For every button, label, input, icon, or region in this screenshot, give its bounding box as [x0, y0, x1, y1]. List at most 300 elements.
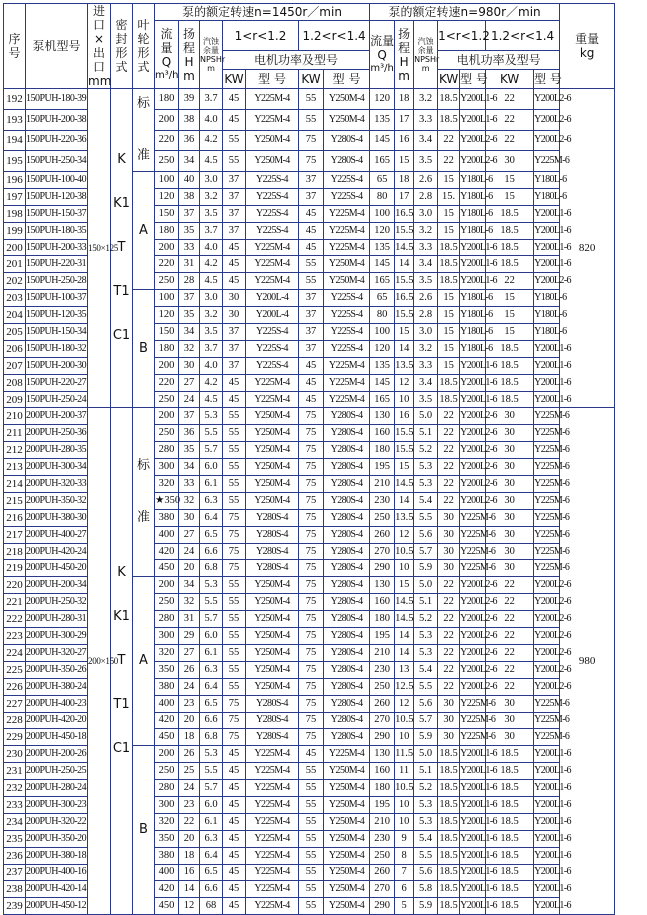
cell-flow: 80: [370, 188, 395, 205]
cell-type1: Y225M-4: [246, 239, 299, 256]
cell-kw1: 22: [438, 661, 460, 678]
cell-type1: Y200L1-6: [460, 391, 486, 408]
cell-npsh: 6.8: [200, 729, 223, 746]
cell-type2: Y280S-4: [324, 661, 370, 678]
cell-kw1: 18.5: [438, 273, 460, 290]
cell-type1: Y225S-4: [246, 222, 299, 239]
cell-type2: Y225M-6: [534, 408, 560, 425]
cell-kw1: 15: [438, 172, 460, 189]
cell-type1: Y225M-4: [246, 813, 299, 830]
row-model: 150PUH-120-38: [26, 188, 88, 205]
cell-kw2: 37: [299, 188, 324, 205]
cell-npsh: 5.7: [200, 611, 223, 628]
cell-type1: Y225M-6: [460, 729, 486, 746]
cell-head: 10: [395, 391, 414, 408]
cell-flow: 270: [370, 712, 395, 729]
cell-kw2: 30: [486, 526, 534, 543]
header-inout: 进口 × 出口 mm: [88, 4, 112, 88]
cell-npsh: 6.0: [200, 459, 223, 476]
cell-kw1: 22: [438, 678, 460, 695]
cell-kw2: 18.5: [486, 864, 534, 881]
cell-kw2: 75: [299, 628, 324, 645]
row-seq: 197: [4, 188, 26, 205]
cell-head: 9: [395, 830, 414, 847]
cell-type2: Y200L1-6: [534, 847, 560, 864]
cell-npsh: 4.5: [200, 391, 223, 408]
cell-kw1: 37: [223, 324, 246, 341]
row-model: 200PUH-320-33: [26, 476, 88, 493]
cell-flow: 135: [370, 239, 395, 256]
cell-type1: Y200L1-6: [460, 780, 486, 797]
cell-type1: Y200L2-6: [460, 408, 486, 425]
cell-flow: 250: [155, 151, 179, 172]
cell-kw1: 55: [223, 151, 246, 172]
cell-flow: 270: [370, 881, 395, 898]
cell-type2: Y225S-4: [324, 172, 370, 189]
cell-type1: Y250M-4: [246, 594, 299, 611]
cell-type2: Y280S-4: [324, 492, 370, 509]
cell-npsh: 5.0: [414, 408, 438, 425]
cell-npsh: 3.0: [414, 324, 438, 341]
cell-kw2: 18.5: [486, 340, 534, 357]
row-seq: 214: [4, 476, 26, 493]
cell-kw1: 15: [438, 222, 460, 239]
cell-npsh: 5.5: [200, 425, 223, 442]
cell-kw2: 30: [486, 509, 534, 526]
cell-type2: Y200L2-6: [534, 130, 560, 151]
row-model: 200PUH-380-30: [26, 509, 88, 526]
cell-type2: Y280S-4: [324, 729, 370, 746]
row-model: 200PUH-420-20: [26, 712, 88, 729]
row-seq: 205: [4, 324, 26, 341]
cell-flow: 380: [155, 847, 179, 864]
row-model: 150PUH-120-35: [26, 307, 88, 324]
row-model: 200PUH-300-23: [26, 796, 88, 813]
cell-type1: Y250M-4: [246, 459, 299, 476]
cell-kw1: 15: [438, 307, 460, 324]
cell-npsh: 5.3: [414, 796, 438, 813]
cell-npsh: 6.0: [200, 628, 223, 645]
cell-npsh: 6.1: [200, 813, 223, 830]
cell-head: 13: [395, 661, 414, 678]
cell-npsh: 5.9: [414, 560, 438, 577]
cell-kw2: 55: [299, 273, 324, 290]
cell-type2: Y225S-4: [324, 307, 370, 324]
cell-head: 12.5: [395, 678, 414, 695]
cell-head: 32: [179, 594, 200, 611]
cell-type2: Y200L1-6: [534, 340, 560, 357]
cell-kw1: 45: [223, 847, 246, 864]
cell-flow: 250: [155, 425, 179, 442]
row-seq: 220: [4, 577, 26, 594]
cell-type2: Y180L-6: [534, 307, 560, 324]
cell-npsh: 3.0: [414, 205, 438, 222]
cell-type1: Y200L-4: [246, 307, 299, 324]
cell-type2: Y280S-4: [324, 509, 370, 526]
row-model: 200PUH-200-37: [26, 408, 88, 425]
cell-type1: Y225M-4: [246, 256, 299, 273]
cell-head: 31: [179, 611, 200, 628]
cell-flow: 180: [370, 780, 395, 797]
cell-kw1: 22: [438, 644, 460, 661]
cell-head: 34: [179, 151, 200, 172]
cell-type1: Y180L-6: [460, 205, 486, 222]
cell-type1: Y225M-4: [246, 109, 299, 130]
cell-head: 24: [179, 780, 200, 797]
cell-npsh: 5.5: [414, 509, 438, 526]
cell-flow: 165: [370, 391, 395, 408]
cell-kw1: 45: [223, 763, 246, 780]
cell-kw1: 15: [438, 324, 460, 341]
cell-type2: Y200L1-6: [534, 864, 560, 881]
cell-type1: Y200L1-6: [460, 763, 486, 780]
cell-npsh: 5.3: [200, 408, 223, 425]
cell-flow: 80: [370, 307, 395, 324]
cell-npsh: 3.5: [414, 151, 438, 172]
cell-npsh: 5.3: [414, 644, 438, 661]
cell-type2: Y280S-4: [324, 543, 370, 560]
impeller-type: A: [133, 577, 155, 746]
cell-kw1: 55: [223, 459, 246, 476]
cell-head: 34: [179, 324, 200, 341]
cell-kw1: 18.5: [438, 109, 460, 130]
cell-kw1: 18.5: [438, 898, 460, 915]
cell-flow: 210: [370, 476, 395, 493]
header-npsh-1450: 汽蚀 余量 NPSHr m: [200, 21, 223, 89]
cell-kw1: 22: [438, 151, 460, 172]
row-model: 200PUH-400-16: [26, 864, 88, 881]
cell-kw1: 15: [438, 357, 460, 374]
row-model: 200PUH-280-24: [26, 780, 88, 797]
cell-head: 10.5: [395, 712, 414, 729]
cell-head: 17: [395, 188, 414, 205]
header-seal: 密 封 形 式: [111, 4, 133, 89]
cell-head: 22: [179, 813, 200, 830]
cell-type2: Y280S-4: [324, 442, 370, 459]
cell-kw2: 22: [486, 577, 534, 594]
cell-flow: 380: [155, 678, 179, 695]
cell-kw1: 45: [223, 780, 246, 797]
header-seq: 序号: [4, 4, 26, 89]
cell-flow: 250: [370, 509, 395, 526]
cell-npsh: 5.3: [200, 746, 223, 763]
row-model: 150PUH-100-40: [26, 172, 88, 189]
row-model: 150PUH-100-37: [26, 290, 88, 307]
cell-kw2: 75: [299, 712, 324, 729]
cell-kw1: 30: [438, 712, 460, 729]
cell-kw2: 55: [299, 864, 324, 881]
cell-flow: 420: [155, 712, 179, 729]
cell-type1: Y280S-4: [246, 560, 299, 577]
row-model: 150PUH-250-34: [26, 151, 88, 172]
cell-type1: Y200L1-6: [460, 881, 486, 898]
cell-type2: Y225S-4: [324, 324, 370, 341]
cell-kw2: 37: [299, 290, 324, 307]
cell-kw1: 45: [223, 273, 246, 290]
header-type: 型 号: [246, 70, 299, 89]
row-seq: 232: [4, 780, 26, 797]
cell-type1: Y200L2-6: [460, 151, 486, 172]
cell-flow: 300: [155, 459, 179, 476]
cell-npsh: 5.1: [414, 594, 438, 611]
cell-kw1: 18.5: [438, 780, 460, 797]
cell-type2: Y250M-4: [324, 813, 370, 830]
cell-head: 23: [179, 695, 200, 712]
row-model: 150PUH-220-27: [26, 374, 88, 391]
cell-kw2: 18.5: [486, 780, 534, 797]
cell-flow: 120: [155, 307, 179, 324]
cell-npsh: 5.3: [414, 476, 438, 493]
cell-flow: 320: [155, 813, 179, 830]
cell-npsh: 3.5: [200, 205, 223, 222]
cell-type2: Y280S-4: [324, 712, 370, 729]
cell-kw2: 75: [299, 695, 324, 712]
cell-head: 14.5: [395, 476, 414, 493]
row-seq: 219: [4, 560, 26, 577]
row-seq: 208: [4, 374, 26, 391]
cell-head: 18: [179, 729, 200, 746]
cell-npsh: 5.7: [200, 442, 223, 459]
cell-kw1: 18.5: [438, 830, 460, 847]
cell-kw2: 45: [299, 374, 324, 391]
cell-type2: Y280S-4: [324, 560, 370, 577]
row-seq: 213: [4, 459, 26, 476]
row-seq: 196: [4, 172, 26, 189]
cell-type2: Y250M-4: [324, 796, 370, 813]
cell-kw1: 30: [223, 290, 246, 307]
table-row: [4, 89, 645, 110]
group-seal: K K1 T T1 C1: [111, 408, 133, 915]
cell-npsh: 5.6: [414, 695, 438, 712]
header-type: 型 号: [324, 70, 370, 89]
cell-type2: Y200L1-6: [534, 780, 560, 797]
row-model: 200PUH-280-35: [26, 442, 88, 459]
cell-type1: Y180L-6: [460, 324, 486, 341]
cell-type2: Y200L1-6: [534, 391, 560, 408]
cell-kw1: 18.5: [438, 256, 460, 273]
cell-type2: Y200L2-6: [534, 678, 560, 695]
cell-kw2: 75: [299, 459, 324, 476]
cell-type2: Y200L1-6: [534, 357, 560, 374]
group-size: 150×125: [88, 89, 111, 408]
cell-type1: Y200L1-6: [460, 813, 486, 830]
cell-npsh: 3.7: [200, 89, 223, 110]
cell-kw1: 45: [223, 89, 246, 110]
header-group-980: 泵的额定转速n=980r／min: [370, 4, 560, 21]
cell-kw2: 15: [486, 324, 534, 341]
cell-flow: 320: [155, 476, 179, 493]
cell-flow: 180: [370, 611, 395, 628]
cell-flow: 165: [370, 151, 395, 172]
cell-head: 14: [179, 881, 200, 898]
cell-kw2: 75: [299, 130, 324, 151]
cell-type2: Y225M-6: [534, 729, 560, 746]
cell-type2: Y225M-6: [534, 560, 560, 577]
cell-kw1: 45: [223, 746, 246, 763]
cell-head: 37: [179, 290, 200, 307]
cell-head: 14: [395, 340, 414, 357]
cell-type2: Y280S-4: [324, 678, 370, 695]
cell-head: 38: [179, 109, 200, 130]
cell-type2: Y225M-6: [534, 543, 560, 560]
row-seq: 238: [4, 881, 26, 898]
cell-kw1: 45: [223, 830, 246, 847]
cell-head: 24: [179, 678, 200, 695]
cell-head: 15.5: [395, 425, 414, 442]
row-seq: 223: [4, 628, 26, 645]
cell-kw2: 22: [486, 109, 534, 130]
cell-kw2: 75: [299, 729, 324, 746]
cell-flow: 250: [155, 391, 179, 408]
row-model: 200PUH-200-34: [26, 577, 88, 594]
cell-type2: Y280S-4: [324, 408, 370, 425]
cell-flow: 260: [370, 864, 395, 881]
cell-kw2: 15: [486, 188, 534, 205]
cell-type2: Y200L1-6: [534, 239, 560, 256]
cell-kw2: 75: [299, 678, 324, 695]
cell-flow: 450: [155, 560, 179, 577]
cell-npsh: 5.7: [414, 543, 438, 560]
row-seq: 237: [4, 864, 26, 881]
cell-flow: 150: [155, 324, 179, 341]
cell-kw2: 18.5: [486, 898, 534, 915]
cell-type2: Y200L2-6: [534, 611, 560, 628]
cell-head: 11: [395, 763, 414, 780]
cell-kw1: 22: [438, 611, 460, 628]
cell-npsh: 3.4: [414, 374, 438, 391]
cell-head: 15.5: [395, 307, 414, 324]
row-model: 200PUH-320-22: [26, 813, 88, 830]
cell-head: 14.5: [395, 611, 414, 628]
cell-type1: Y200L1-6: [460, 109, 486, 130]
cell-head: 13.5: [395, 357, 414, 374]
cell-type2: Y280S-4: [324, 425, 370, 442]
cell-kw2: 55: [299, 813, 324, 830]
cell-kw1: 15: [438, 290, 460, 307]
row-model: 200PUH-400-27: [26, 526, 88, 543]
cell-kw2: 75: [299, 594, 324, 611]
cell-kw1: 55: [223, 408, 246, 425]
cell-npsh: 4.2: [200, 256, 223, 273]
cell-flow: 210: [370, 644, 395, 661]
cell-npsh: 2.6: [414, 172, 438, 189]
row-seq: 209: [4, 391, 26, 408]
cell-type2: Y280S-4: [324, 476, 370, 493]
cell-type1: Y250M-4: [246, 492, 299, 509]
cell-kw2: 55: [299, 256, 324, 273]
cell-flow: 195: [370, 796, 395, 813]
cell-kw1: 15: [438, 340, 460, 357]
cell-flow: 160: [370, 594, 395, 611]
cell-kw2: 30: [486, 151, 534, 172]
cell-type2: Y250M-4: [324, 830, 370, 847]
cell-npsh: 3.4: [414, 130, 438, 151]
cell-kw1: 55: [223, 678, 246, 695]
cell-kw1: 37: [223, 205, 246, 222]
cell-type2: Y225S-4: [324, 290, 370, 307]
row-model: 150PUH-200-30: [26, 357, 88, 374]
cell-head: 16: [395, 408, 414, 425]
cell-npsh: 5.3: [414, 459, 438, 476]
cell-type2: Y200L1-6: [534, 796, 560, 813]
cell-flow: 230: [370, 661, 395, 678]
cell-head: 20: [179, 712, 200, 729]
table-row: [4, 408, 645, 425]
cell-head: 14.5: [395, 594, 414, 611]
cell-type2: Y250M-4: [324, 89, 370, 110]
row-model: 200PUH-350-20: [26, 830, 88, 847]
cell-flow: 100: [155, 290, 179, 307]
cell-kw1: 22: [438, 442, 460, 459]
cell-type1: Y225M-4: [246, 881, 299, 898]
cell-type2: Y225M-6: [534, 425, 560, 442]
cell-type2: Y200L2-6: [534, 273, 560, 290]
cell-type2: Y200L1-6: [534, 898, 560, 915]
row-seq: 199: [4, 222, 26, 239]
cell-npsh: 6.3: [200, 830, 223, 847]
cell-type1: Y250M-4: [246, 408, 299, 425]
header-type: 型 号: [460, 70, 486, 89]
cell-type1: Y200L-4: [246, 290, 299, 307]
cell-npsh: 6.5: [200, 526, 223, 543]
cell-type1: Y225M-4: [246, 89, 299, 110]
cell-kw1: 45: [223, 796, 246, 813]
cell-kw2: 55: [299, 89, 324, 110]
cell-kw2: 18.5: [486, 222, 534, 239]
cell-type1: Y250M-4: [246, 130, 299, 151]
cell-npsh: 2.8: [414, 307, 438, 324]
cell-type1: Y250M-4: [246, 476, 299, 493]
cell-kw2: 75: [299, 492, 324, 509]
cell-type2: Y200L2-6: [534, 89, 560, 110]
cell-flow: 230: [370, 492, 395, 509]
header-model: 泵机型号: [26, 4, 88, 89]
cell-type1: Y200L2-6: [460, 130, 486, 151]
cell-type2: Y225M-6: [534, 151, 560, 172]
cell-kw1: 55: [223, 661, 246, 678]
cell-type1: Y280S-4: [246, 695, 299, 712]
cell-npsh: 5.7: [200, 780, 223, 797]
spec-sheet: [3, 3, 644, 915]
cell-head: 36: [179, 130, 200, 151]
cell-kw1: 55: [223, 130, 246, 151]
cell-kw1: 30: [438, 560, 460, 577]
cell-type1: Y200L1-6: [460, 89, 486, 110]
cell-head: 5: [395, 898, 414, 915]
cell-kw1: 45: [223, 374, 246, 391]
impeller-type: 标 准: [133, 89, 155, 172]
row-seq: 201: [4, 256, 26, 273]
cell-head: 14: [395, 628, 414, 645]
cell-kw2: 75: [299, 425, 324, 442]
cell-head: 12: [395, 526, 414, 543]
cell-type1: Y180L-6: [460, 307, 486, 324]
cell-flow: 270: [370, 543, 395, 560]
cell-kw2: 75: [299, 526, 324, 543]
cell-npsh: 6.6: [200, 881, 223, 898]
cell-flow: 160: [370, 425, 395, 442]
cell-flow: 120: [370, 222, 395, 239]
cell-npsh: 6.1: [200, 476, 223, 493]
cell-kw1: 22: [438, 425, 460, 442]
row-model: 200PUH-450-20: [26, 560, 88, 577]
impeller-type: A: [133, 172, 155, 290]
cell-kw1: 30: [438, 543, 460, 560]
cell-head: 27: [179, 374, 200, 391]
cell-kw2: 75: [299, 442, 324, 459]
cell-flow: 450: [155, 898, 179, 915]
cell-kw2: 45: [299, 239, 324, 256]
